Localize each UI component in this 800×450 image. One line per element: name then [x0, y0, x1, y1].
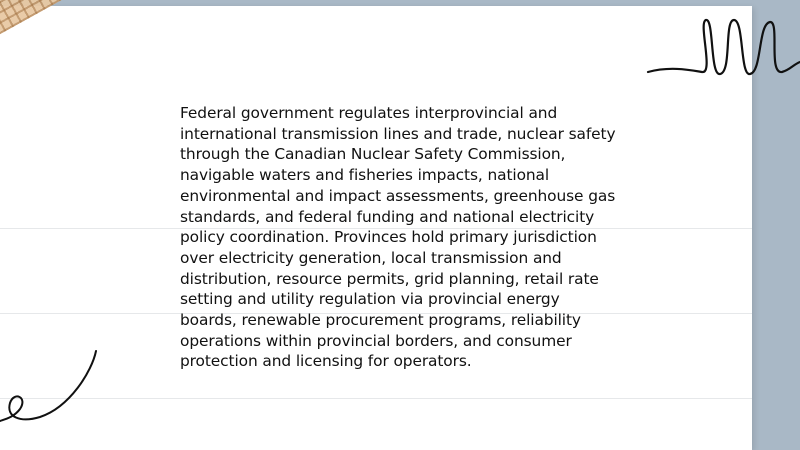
loop-squiggle-icon	[640, 12, 800, 92]
paper-rule-line	[0, 398, 752, 399]
curl-squiggle-icon	[0, 345, 110, 435]
slide-body-text: Federal government regulates interprovincial and international transmission lines and trade, nuclear safety through the Canadian Nuclear Safety Commission, navigable waters and fisheries impacts, national environmental and impact assessments, greenhouse gas standards, and federal funding and national electricity policy coordination. Provinces hold primary jurisdiction over electricity generation, local transmission and distribution, resource permits, grid planning, retail rate setting and utility regulation via provincial energy boards, renewable procurement programs, reliability operations within provincial borders, and consumer protection and licensing for operators.	[180, 104, 616, 371]
